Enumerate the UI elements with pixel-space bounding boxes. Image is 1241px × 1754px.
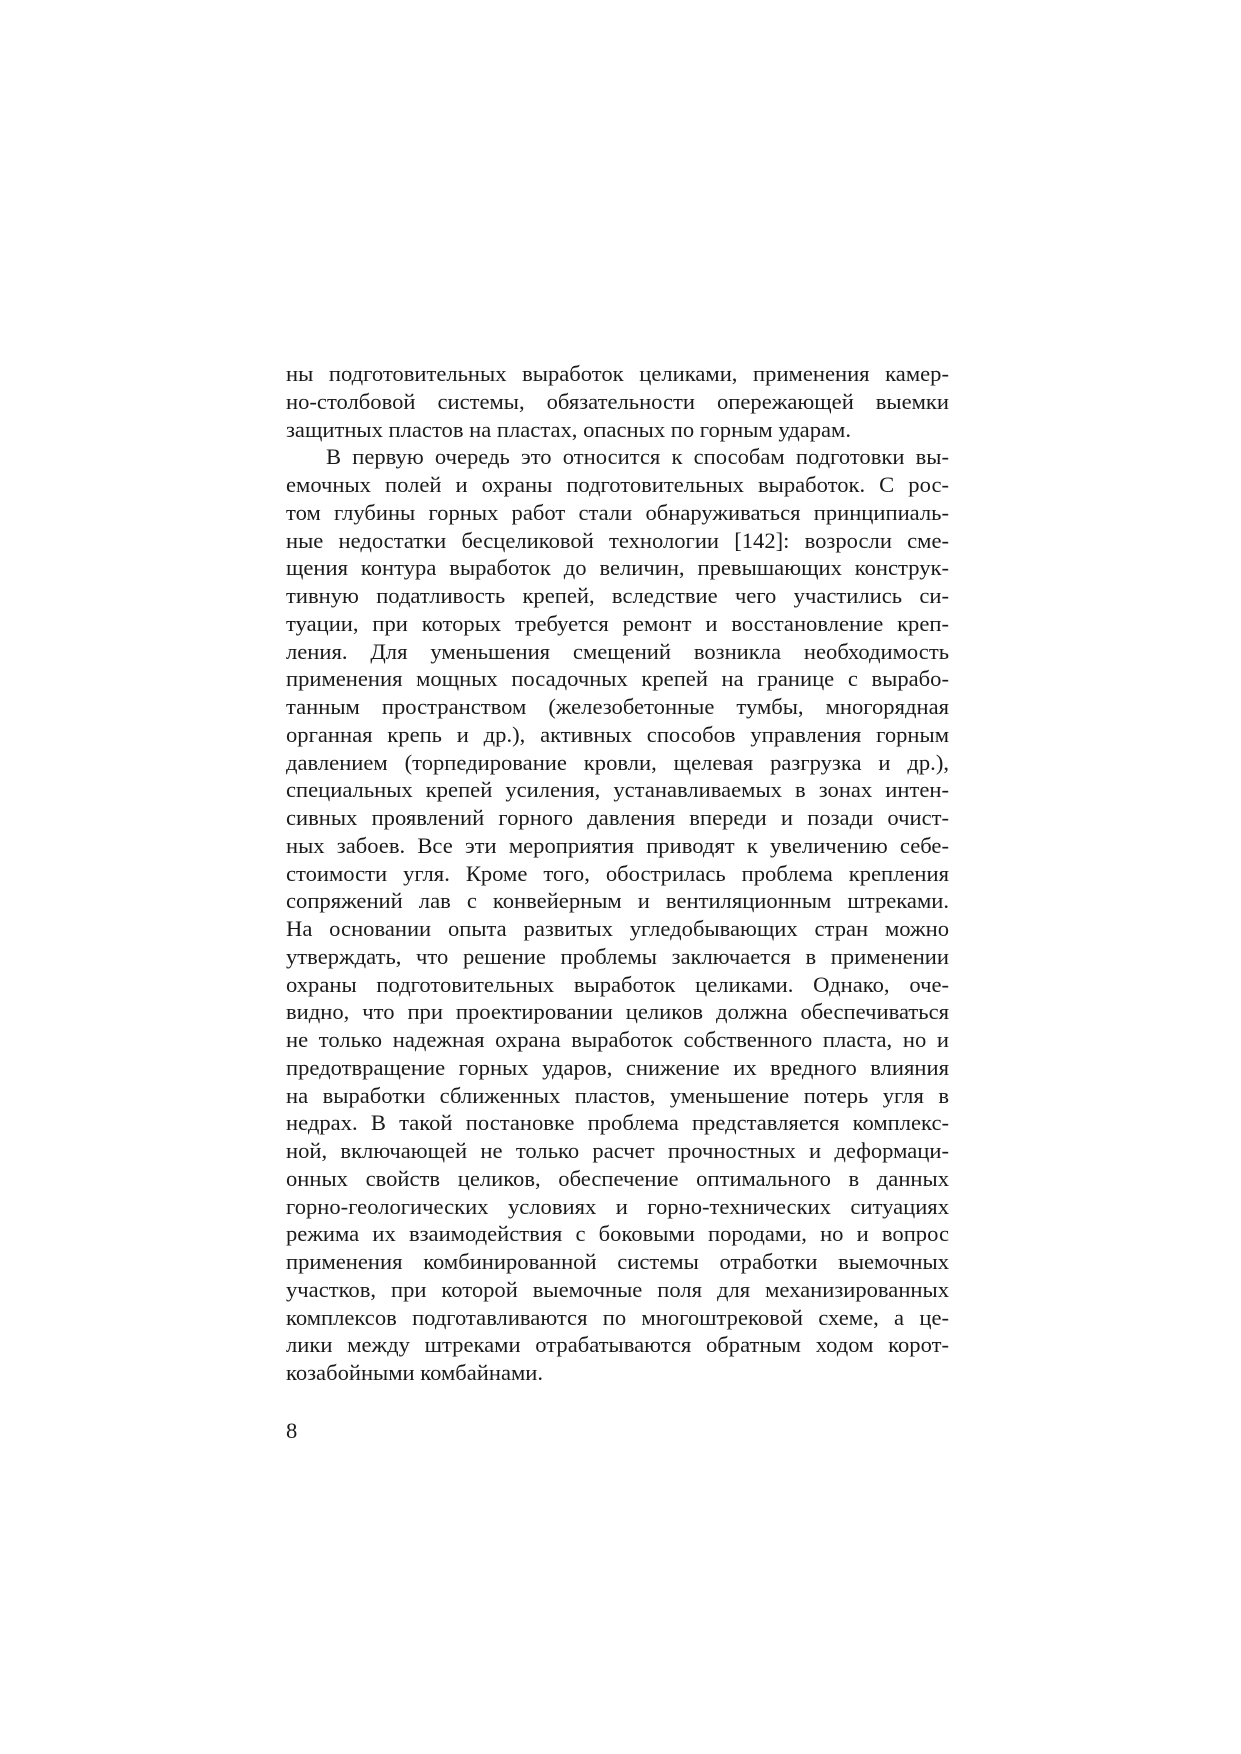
text-line: горно-геологических условиях и горно-технических ситуациях bbox=[286, 1193, 949, 1219]
text-line: ной, включающей не только расчет прочностных и деформаци- bbox=[286, 1138, 949, 1163]
text-line: тивную податливость крепей, вследствие чего участились си- bbox=[286, 583, 949, 608]
text-line: на выработки сближенных пластов, уменьшение потерь угля в bbox=[286, 1082, 949, 1108]
text-line: щения контура выработок до величин, превышающих конструк- bbox=[286, 555, 949, 581]
text-line: козабойными комбайнами. bbox=[286, 1360, 544, 1385]
text-line: емочных полей и охраны подготовительных выработок. С рос- bbox=[286, 472, 949, 497]
text-line: сивных проявлений горного давления впереди и позади очист- bbox=[286, 805, 949, 830]
text-line: режима их взаимодействия с боковыми породами, но и вопрос bbox=[286, 1221, 949, 1247]
text-line: сопряжений лав с конвейерным и вентиляционным штреками. bbox=[286, 888, 949, 914]
text-line: специальных крепей усиления, устанавливаемых в зонах интен- bbox=[286, 777, 949, 803]
text-line: комплексов подготавливаются по многоштрековой схеме, а це- bbox=[286, 1304, 949, 1330]
text-line: но-столбовой системы, обязательности опережающей выемки bbox=[286, 388, 949, 414]
text-line: участков, при которой выемочные поля для механизированных bbox=[286, 1276, 949, 1302]
body-text bbox=[286, 360, 949, 1387]
text-line: защитных пластов на пластах, опасных по горным ударам. bbox=[286, 416, 851, 442]
text-line: лики между штреками отрабатываются обратным ходом корот- bbox=[286, 1332, 949, 1358]
text-line: давлением (торпедирование кровли, щелевая разгрузка и др.), bbox=[286, 749, 949, 775]
text-line: утверждать, что решение проблемы заключается в применении bbox=[286, 943, 949, 969]
text-line: туации, при которых требуется ремонт и восстановление креп- bbox=[286, 610, 949, 636]
text-line: онных свойств целиков, обеспечение оптимального в данных bbox=[286, 1165, 949, 1191]
text-line: органная крепь и др.), активных способов управления горным bbox=[286, 721, 949, 747]
text-line: стоимости угля. Кроме того, обострилась проблема крепления bbox=[286, 860, 949, 886]
text-line: На основании опыта развитых угледобывающих стран можно bbox=[286, 916, 949, 941]
text-line: охраны подготовительных выработок целиками. Однако, оче- bbox=[286, 971, 949, 997]
text-line: В первую очередь это относится к способам подготовки вы- bbox=[326, 444, 949, 470]
text-line: применения мощных посадочных крепей на границе с вырабо- bbox=[286, 666, 949, 692]
paragraph-2 bbox=[286, 443, 949, 1387]
text-line: том глубины горных работ стали обнаруживаться принципиаль- bbox=[286, 499, 949, 525]
text-line: применения комбинированной системы отработки выемочных bbox=[286, 1249, 949, 1274]
text-line: недрах. В такой постановке проблема представляется комплекс- bbox=[286, 1110, 949, 1136]
text-line: ления. Для уменьшения смещений возникла необходимость bbox=[286, 638, 949, 664]
text-line: ные недостатки бесцеликовой технологии [142]: возросли сме- bbox=[286, 527, 949, 553]
text-line: видно, что при проектировании целиков должна обеспечиваться bbox=[286, 999, 949, 1025]
text-line: не только надежная охрана выработок собственного пласта, но и bbox=[286, 1027, 949, 1052]
text-line: предотвращение горных ударов, снижение их вредного влияния bbox=[286, 1054, 949, 1080]
text-line: танным пространством (железобетонные тумбы, многорядная bbox=[286, 694, 949, 719]
text-line: ных забоев. Все эти мероприятия приводят к увеличению себе- bbox=[286, 832, 949, 858]
text-line: ны подготовительных выработок целиками, применения камер- bbox=[286, 361, 949, 386]
paragraph-1 bbox=[286, 360, 949, 443]
page-number: 8 bbox=[286, 1418, 298, 1443]
